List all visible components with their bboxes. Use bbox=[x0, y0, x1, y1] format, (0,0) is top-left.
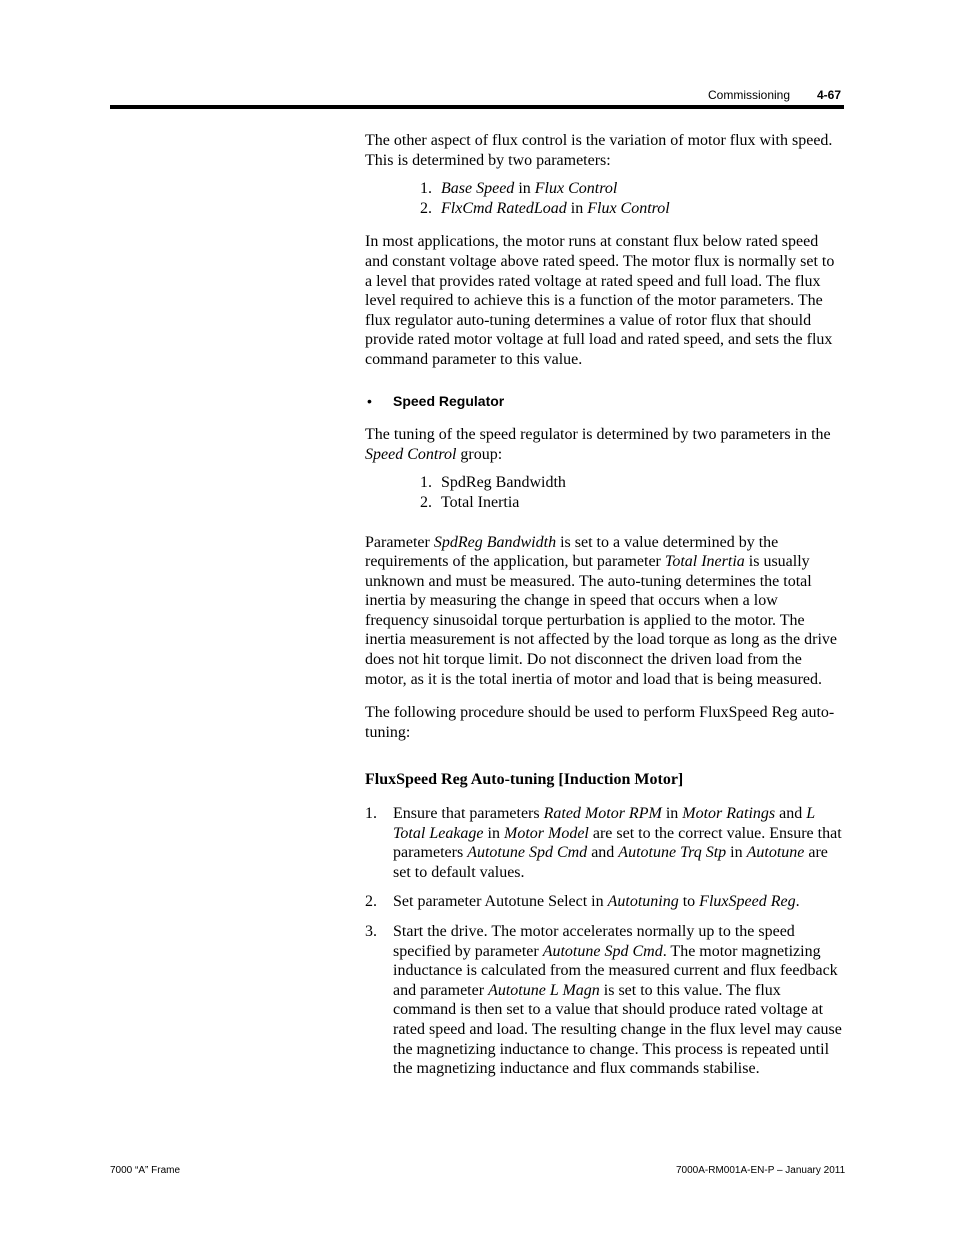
header-page-number: 4-67 bbox=[817, 88, 842, 102]
procedure-step bbox=[365, 892, 845, 912]
step-text: Set parameter Autotune Select in Autotuning to FluxSpeed Reg. bbox=[393, 893, 800, 911]
procedure-step bbox=[365, 922, 845, 1079]
inertia-paragraph: Parameter SpdReg Bandwidth is set to a value determined by the requirements of the application, but parameter Total Inertia is usually unknown and must be measured. The auto-tuning determines the total inertia by measuring the change in speed that occurs when a low frequency sinusoidal torque perturbation is applied to the motor. The inertia measurement is not affected by the load torque as long as the drive does not hit torque limit. Do not disconnect the driven load from the motor, as it is the total inertia of motor and load that is being measured. bbox=[365, 533, 837, 688]
list-item bbox=[365, 473, 845, 493]
list-item-number: 2. bbox=[420, 199, 432, 217]
step-number: 2. bbox=[365, 893, 377, 911]
page-body bbox=[365, 131, 845, 1089]
procedure-steps bbox=[365, 804, 845, 1079]
intro-paragraph: The other aspect of flux control is the variation of motor flux with speed. This is determined by two parameters: bbox=[365, 132, 833, 169]
procedure-step bbox=[365, 804, 845, 882]
step-number: 3. bbox=[365, 923, 377, 940]
list-item bbox=[365, 179, 845, 199]
footer-publication-id: 7000A-RM001A-EN-P – January 2011 bbox=[676, 1165, 846, 1176]
section-heading-text: Speed Regulator bbox=[393, 392, 505, 409]
flux-parameter-list bbox=[365, 179, 845, 218]
header-rule bbox=[110, 105, 844, 109]
bullet-icon: • bbox=[367, 392, 372, 409]
speed-regulator-heading bbox=[365, 392, 845, 412]
list-item-number: 1. bbox=[420, 474, 432, 492]
list-item-text: SpdReg Bandwidth bbox=[441, 474, 566, 492]
list-item-number: 2. bbox=[420, 493, 432, 511]
header-section-title: Commissioning bbox=[708, 88, 791, 102]
step-text: Ensure that parameters Rated Motor RPM in Motor Ratings and L Total Leakage in Motor Model are set to the correct value. Ensure that parameters Autotune Spd Cmd and Autotune Trq Stp in Autotune are set to default values. bbox=[393, 805, 842, 881]
list-item bbox=[365, 199, 845, 219]
list-item-number: 1. bbox=[420, 180, 432, 198]
step-number: 1. bbox=[365, 805, 377, 823]
speed-parameter-list bbox=[365, 473, 845, 512]
list-item-text: Base Speed in Flux Control bbox=[441, 180, 618, 198]
procedure-intro-paragraph: The following procedure should be used to perform FluxSpeed Reg auto-tuning: bbox=[365, 704, 835, 741]
footer-product-name: 7000 “A” Frame bbox=[110, 1165, 181, 1176]
list-item-text: FlxCmd RatedLoad in Flux Control bbox=[441, 199, 670, 217]
list-item-text: Total Inertia bbox=[441, 493, 520, 511]
page-header bbox=[0, 0, 954, 112]
step-text: Start the drive. The motor accelerates normally up to the speed specified by parameter Autotune Spd Cmd. The motor magnetizing inductance is calculated from the measured current and flux feedback and parameter Autotune L Magn is set to this value. The flux command is then set to a value that should produce rated voltage at rated speed and load. The resulting change in the flux level may cause the magnetizing inductance to change. This process is repeated until the magnetizing inductance and flux commands stabilise. bbox=[393, 923, 842, 1078]
flux-explanation-paragraph: In most applications, the motor runs at constant flux below rated speed and constant voltage above rated speed. The motor flux is normally set to a level that provides rated voltage at rated speed and full load. The flux level required to achieve this is a function of the motor parameters. The flux regulator auto-tuning determines a value of rotor flux that should provide rated motor voltage at full load and rated speed, and sets the flux command parameter to this value. bbox=[365, 233, 835, 368]
procedure-heading: FluxSpeed Reg Auto-tuning [Induction Motor] bbox=[365, 771, 684, 789]
list-item bbox=[365, 493, 845, 513]
speed-tuning-paragraph: The tuning of the speed regulator is determined by two parameters in the Speed Control group: bbox=[365, 426, 831, 463]
